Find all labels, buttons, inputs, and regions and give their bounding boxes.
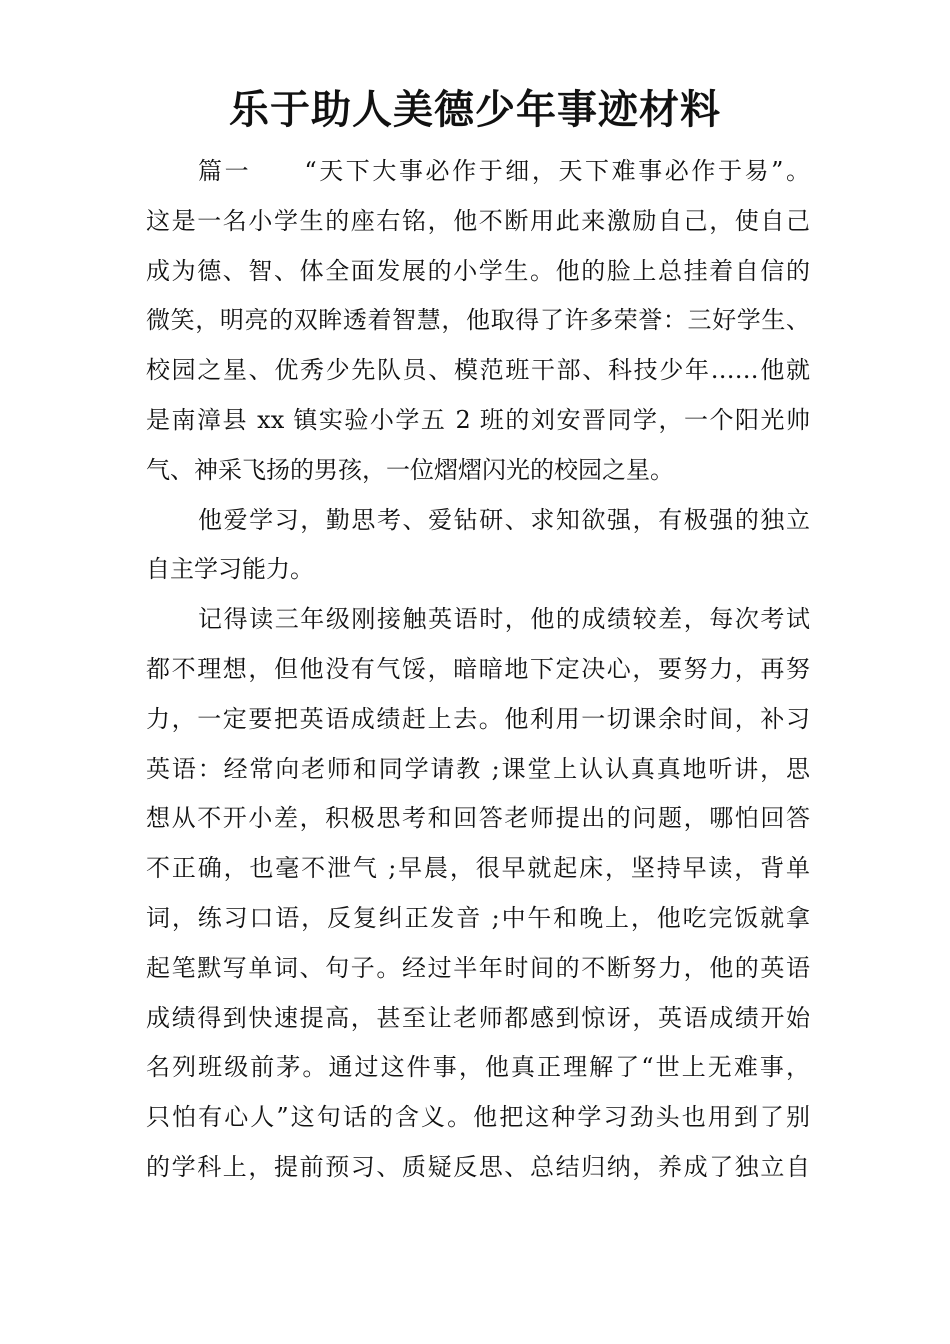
text-line: 名列班级前茅。通过这件事，他真正理解了“世上无难事， xyxy=(146,1053,810,1082)
text-line: 力，一定要把英语成绩赶上去。他利用一切课余时间，补习 xyxy=(146,704,810,733)
text-line: 记得读三年级刚接触英语时，他的成绩较差，每次考试 xyxy=(198,605,810,634)
text-line: 的学科上，提前预习、质疑反思、总结归纳，养成了独立自 xyxy=(146,1152,810,1181)
text-line: 成绩得到快速提高，甚至让老师都感到惊讶，英语成绩开始 xyxy=(146,1003,810,1032)
text-line: 不正确，也毫不泄气 ;早晨，很早就起床，坚持早读，背单 xyxy=(146,854,810,883)
text-line: 他爱学习，勤思考、爱钻研、求知欲强，有极强的独立 xyxy=(198,505,810,534)
text-line: 校园之星、优秀少先队员、模范班干部、科技少年……他就 xyxy=(146,356,810,385)
text-line: 英语：经常向老师和同学请教 ;课堂上认认真真地听讲，思 xyxy=(146,754,810,783)
text-line: 只怕有心人”这句话的含义。他把这种学习劲头也用到了别 xyxy=(146,1103,810,1132)
text-line: 这是一名小学生的座右铭，他不断用此来激励自己，使自己 xyxy=(146,206,810,235)
document-title: 乐于助人美德少年事迹材料 xyxy=(229,86,721,133)
text-line: 微笑，明亮的双眸透着智慧，他取得了许多荣誉：三好学生、 xyxy=(146,306,810,335)
text-line: 起笔默写单词、句子。经过半年时间的不断努力，他的英语 xyxy=(146,953,810,982)
text-line: 成为德、智、体全面发展的小学生。他的脸上总挂着自信的 xyxy=(146,256,810,285)
text-line: 都不理想，但他没有气馁，暗暗地下定决心，要努力，再努 xyxy=(146,654,810,683)
text-line: 篇一 “天下大事必作于细，天下难事必作于易”。 xyxy=(198,157,810,185)
document-body xyxy=(146,147,810,1193)
text-line: 词，练习口语，反复纠正发音 ;中午和晚上，他吃完饭就拿 xyxy=(146,903,810,932)
text-line: 想从不开小差，积极思考和回答老师提出的问题，哪怕回答 xyxy=(146,804,810,833)
text-line: 是南漳县 xx 镇实验小学五 2 班的刘安晋同学，一个阳光帅 xyxy=(146,405,810,434)
text-line: 气、神采飞扬的男孩，一位熠熠闪光的校园之星。 xyxy=(146,455,674,484)
text-line: 自主学习能力。 xyxy=(146,555,314,584)
